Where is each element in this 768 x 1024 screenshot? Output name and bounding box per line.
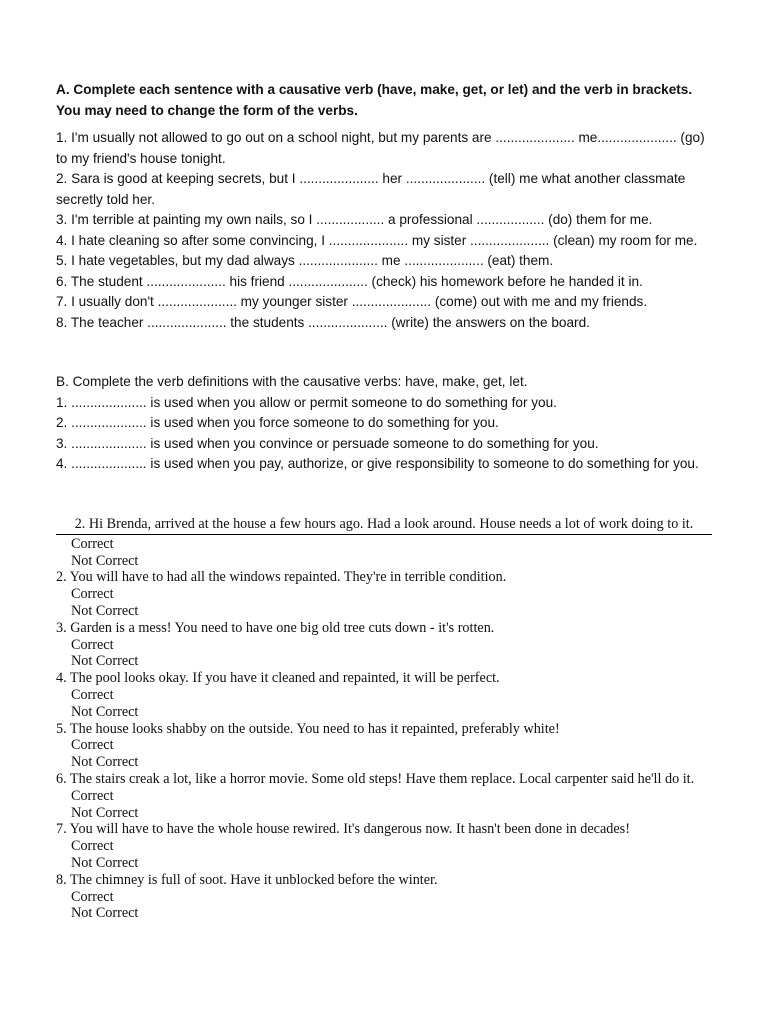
- option-not-correct[interactable]: Not Correct: [71, 754, 139, 771]
- section-a-heading: A. Complete each sentence with a causative verb (have, make, get, or let) and the verb in brackets. You may need to change the form of the verbs.: [56, 82, 693, 118]
- divider: [56, 534, 712, 535]
- option-correct[interactable]: Correct: [71, 888, 114, 905]
- section-c-quiz: [56, 516, 712, 922]
- option-correct[interactable]: Correct: [71, 586, 114, 603]
- question-8: 8. The chimney is full of soot. Have it unblocked before the winter.: [56, 871, 438, 888]
- section-a-item-4: 4. I hate cleaning so after some convincing, I ..................... my sister ..................... (clean) my room for me.: [56, 232, 698, 248]
- question-5: 5. The house looks shabby on the outside. You need to has it repainted, preferably white!: [56, 720, 560, 737]
- section-b-item-2: 2. .................... is used when you force someone to do something for you.: [56, 415, 499, 430]
- option-correct[interactable]: Correct: [71, 686, 114, 703]
- section-a-item-5: 5. I hate vegetables, but my dad always ..................... me ..................... (eat) them.: [56, 253, 554, 268]
- section-a-item-1: 1. I'm usually not allowed to go out on a school night, but my parents are ..................... me..................... (go) to my friend's house tonight.: [56, 130, 705, 166]
- option-not-correct[interactable]: Not Correct: [71, 552, 139, 569]
- section-b: [56, 372, 716, 475]
- section-a-item-7: 7. I usually don't ..................... my younger sister ..................... (come) out with me and my friends.: [56, 294, 648, 309]
- section-b-item-1: 1. .................... is used when you allow or permit someone to do something for you.: [56, 394, 557, 410]
- section-b-item-4: 4. .................... is used when you pay, authorize, or give responsibility to someone to do something for you.: [56, 456, 699, 471]
- section-b-heading: B. Complete the verb definitions with the causative verbs: have, make, get, let.: [56, 374, 528, 389]
- option-not-correct[interactable]: Not Correct: [71, 653, 139, 670]
- option-not-correct[interactable]: Not Correct: [71, 905, 139, 922]
- option-not-correct[interactable]: Not Correct: [71, 854, 139, 871]
- option-not-correct[interactable]: Not Correct: [71, 602, 139, 619]
- question-6: 6. The stairs creak a lot, like a horror movie. Some old steps! Have them replace. Local carpenter said he'll do it.: [56, 770, 695, 787]
- section-b-item-3: 3. .................... is used when you convince or persuade someone to do something for you.: [56, 435, 599, 451]
- question-7: 7. You will have to have the whole house rewired. It's dangerous now. It hasn't been done in decades!: [56, 821, 630, 838]
- section-a-item-6: 6. The student ..................... his friend ..................... (check) his homework before he handed it in.: [56, 273, 643, 289]
- section-a-item-3: 3. I'm terrible at painting my own nails, so I .................. a professional .................. (do) them for me.: [56, 212, 653, 227]
- option-not-correct[interactable]: Not Correct: [71, 804, 139, 821]
- option-correct[interactable]: Correct: [71, 838, 114, 855]
- option-correct[interactable]: Correct: [71, 535, 114, 552]
- section-a: [56, 80, 716, 333]
- option-correct[interactable]: Correct: [71, 787, 114, 804]
- option-not-correct[interactable]: Not Correct: [71, 703, 139, 720]
- question-3: 3. Garden is a mess! You need to have one big old tree cuts down - it's rotten.: [56, 619, 495, 636]
- question-4: 4. The pool looks okay. If you have it cleaned and repainted, it will be perfect.: [56, 670, 500, 687]
- option-correct[interactable]: Correct: [71, 737, 114, 754]
- section-a-item-2: 2. Sara is good at keeping secrets, but I ..................... her ..................... (tell) me what another classmate secretly told her.: [56, 171, 686, 207]
- quiz-intro: 2. Hi Brenda, arrived at the house a few hours ago. Had a look around. House needs a lot of work doing to it.: [74, 516, 694, 532]
- question-2: 2. You will have to had all the windows repainted. They're in terrible condition.: [56, 569, 507, 586]
- option-correct[interactable]: Correct: [71, 636, 114, 653]
- section-a-item-8: 8. The teacher ..................... the students ..................... (write) the answers on the board.: [56, 314, 590, 330]
